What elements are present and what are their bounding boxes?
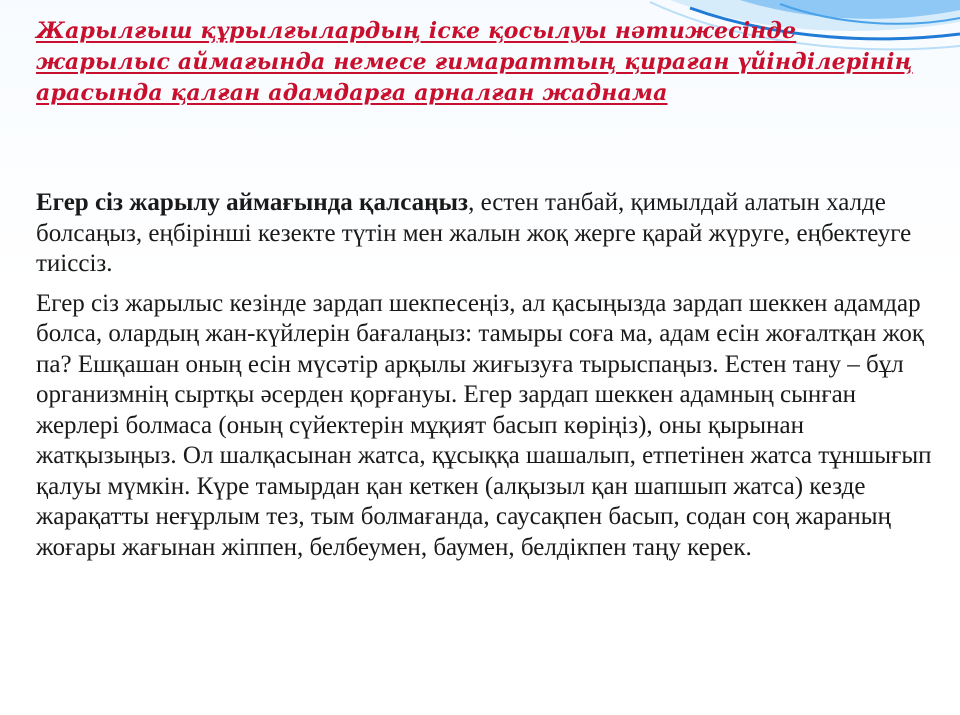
paragraph-1-lead: Егер сіз жарылу аймағында қалсаңыз [36, 189, 469, 216]
paragraph-2: Егер сіз жарылыс кезінде зардап шекпесеңіз, ал қасыңызда зардап шеккен адамдар болса, олардың жан-күйлерін бағалаңыз: тамыры соға ма, адам есін жоғалтқан жоқ па? Ешқашан оның есін мүсәтір арқылы жиғызуға тырыспаңыз. Естен тану – бұл организмнің сыртқы әсерден қорғануы. Егер зардап шеккен адамның сынған жерлері болмаса (оның сүйектерін мұқият басып көріңіз), оны қырынан жатқызыңыз. Ол шалқасынан жатса, құсыққа шашалып, етпетінен жатса тұншығып қалуы мүмкін. Күре тамырдан қан кеткен (алқызыл қан шапшып жатса) кезде жарақатты неғұрлым тез, тым болмағанда, саусақпен басып, содан соң жараның жоғары жағынан жіппен, белбеумен, баумен, белдікпен таңу керек. [36, 289, 932, 561]
slide-title: Жарылғыш құрылғылардың іске қосылуы нәтижесінде жарылыс аймағында немесе ғимараттың қираған үйінділерінің арасында қалған адамдарға арналған жаднама [36, 18, 913, 106]
memo-body [36, 188, 941, 572]
paragraph-1-text: , естен танбай, қимылдай алатын халде болсаңыз, еңбірінші кезекте түтін мен жалын жоқ жерге қарай жүруге, еңбектеуге тиіссіз. [36, 189, 912, 277]
paragraph-1 [36, 188, 941, 280]
